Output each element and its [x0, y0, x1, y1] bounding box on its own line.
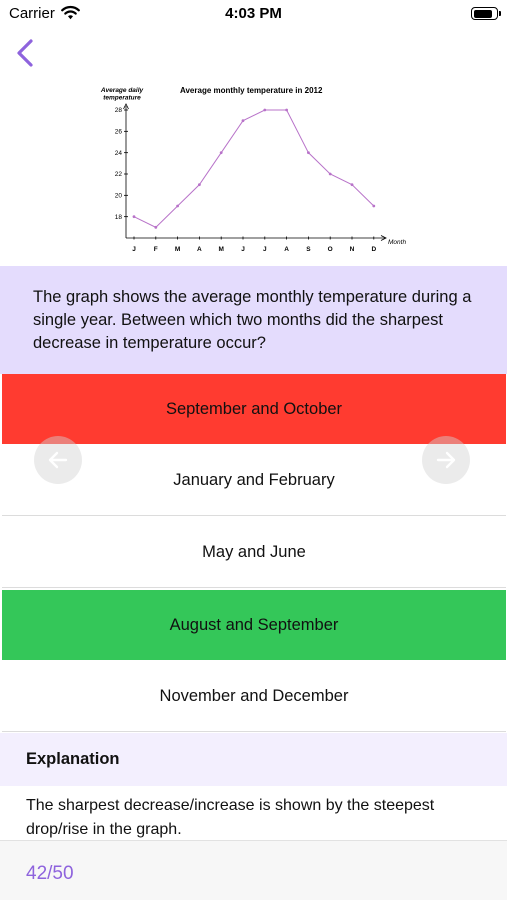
chart-data-point — [285, 109, 288, 112]
status-time: 4:03 PM — [225, 5, 282, 22]
explanation-header — [0, 733, 507, 786]
chart-ylabel-line: temperature — [103, 94, 141, 102]
answer-option-label: January and February — [173, 471, 335, 489]
battery-fill — [474, 10, 493, 18]
chart-data-point — [220, 151, 223, 154]
explanation-title: Explanation — [26, 750, 120, 768]
chevron-left-icon — [12, 36, 40, 70]
chart-x-tick-label: A — [284, 246, 289, 253]
chart-x-tick-label: S — [306, 246, 311, 253]
next-question-button[interactable] — [422, 436, 470, 484]
chart-x-tick-label: F — [153, 246, 158, 253]
arrow-right-icon — [433, 447, 459, 473]
chart-x-tick-label: N — [349, 246, 355, 253]
chart-ylabel — [100, 87, 144, 102]
question-progress: 42/50 — [26, 863, 74, 884]
chart-data-point — [329, 173, 332, 176]
chart-ylabel-line: Average daily — [100, 87, 144, 94]
chart-x-tick-label: D — [371, 246, 377, 253]
chart-xlabel: Month — [388, 239, 407, 246]
chart-y-tick-label: 22 — [114, 171, 122, 179]
chart-x-tick-label: J — [262, 246, 267, 253]
question-text: The graph shows the average monthly temperature during a single year. Between which two months did the sharpest decrease in temperature occur? — [33, 288, 472, 352]
chart-y-tick-label: 18 — [114, 213, 122, 221]
chart-data-point — [242, 119, 245, 122]
chart-y-tick-label: 26 — [114, 128, 122, 136]
carrier-label: Carrier — [9, 5, 55, 22]
chart-data-point — [198, 183, 201, 186]
chart-series-line — [134, 110, 374, 227]
chart-y-tick-label: 24 — [114, 149, 122, 157]
chart-data-point — [133, 215, 136, 218]
answer-option-label: August and September — [169, 615, 339, 634]
chart-data-point — [263, 109, 266, 112]
chart-x-tick-label: J — [241, 246, 245, 253]
previous-question-button[interactable] — [34, 436, 82, 484]
chart-data-point — [372, 205, 375, 208]
chart-x-ticks — [132, 237, 376, 254]
chart-x-tick-label: M — [218, 246, 224, 253]
answer-option-5[interactable] — [2, 662, 506, 732]
chart-data-point — [176, 205, 179, 208]
answer-option-label: September and October — [165, 399, 343, 418]
back-button[interactable] — [12, 36, 40, 70]
temperature-chart — [90, 80, 420, 260]
chart-data-point — [351, 183, 354, 186]
chart-x-tick-label: J — [132, 246, 136, 253]
chart-x-tick-label: A — [197, 246, 202, 253]
chart-x-tick-label: O — [327, 246, 333, 253]
chart-data-point — [307, 151, 310, 154]
chart-y-tick-label: 20 — [114, 192, 122, 200]
chart-title: Average monthly temperature in 2012 — [180, 86, 323, 95]
chart-y-tick-label: 28 — [114, 107, 122, 115]
question-panel — [0, 266, 507, 374]
answer-option-label: November and December — [159, 687, 349, 705]
answer-option-1[interactable] — [2, 374, 506, 444]
answer-option-label: May and June — [202, 543, 306, 561]
chart-x-tick-label: M — [174, 246, 181, 253]
explanation-text: The sharpest decrease/increase is shown by the steepest drop/rise in the graph. — [26, 797, 435, 838]
arrow-left-icon — [45, 447, 71, 473]
answer-option-4[interactable] — [2, 590, 506, 660]
battery-nub — [499, 11, 501, 16]
battery-icon — [471, 7, 498, 20]
chart-data-point — [154, 226, 157, 229]
status-bar — [0, 0, 507, 28]
answer-option-3[interactable] — [2, 518, 506, 588]
footer-bar — [0, 840, 507, 900]
chart-points — [133, 109, 376, 229]
